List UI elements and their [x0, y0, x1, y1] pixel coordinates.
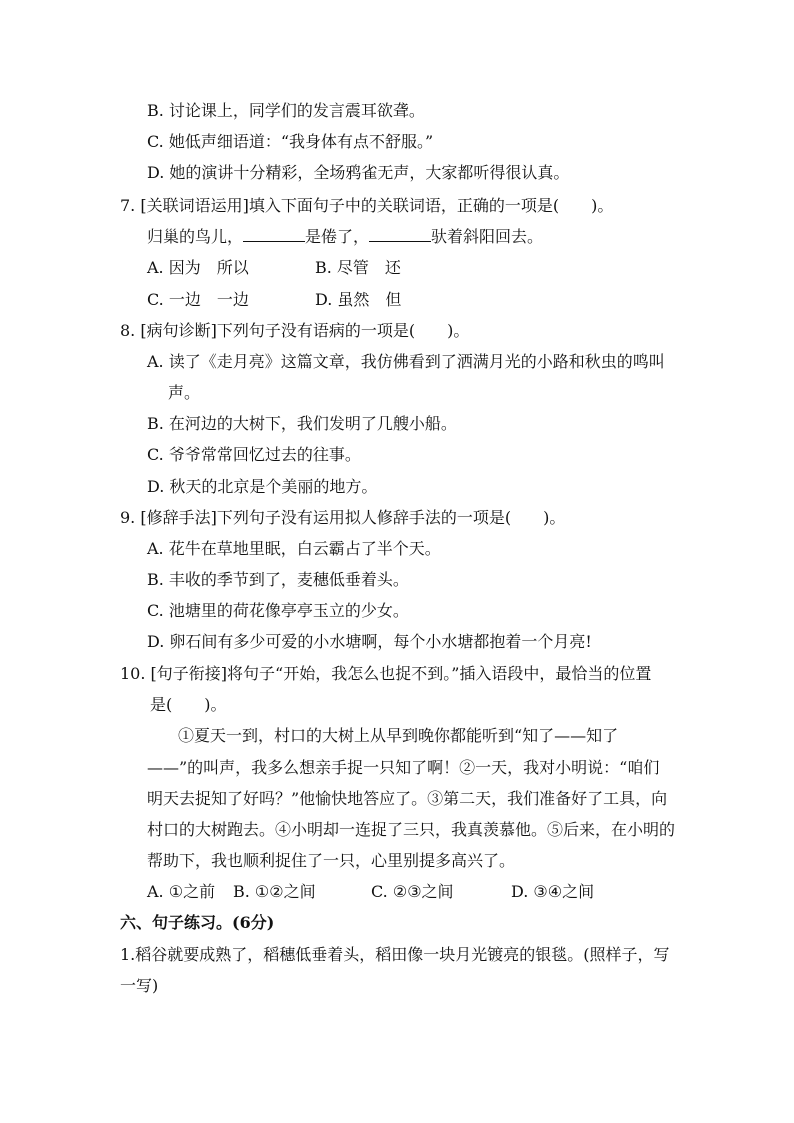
- q9-option-c: C. 池塘里的荷花像亭亭玉立的少女。: [147, 601, 409, 620]
- q10-passage-line1: ①夏天一到，村口的大树上从早到晚你都能听到“知了——知了: [178, 726, 619, 745]
- q7-sentence-part2: 是倦了，: [305, 227, 370, 246]
- q10-stem-line2: 是( )。: [150, 695, 227, 714]
- q8-option-c: C. 爷爷常常回忆过去的往事。: [147, 445, 361, 464]
- q8-option-a-line1: A. 读了《走月亮》这篇文章，我仿佛看到了洒满月光的小路和秋虫的鸣叫: [147, 352, 665, 371]
- q7-sentence-part3: 驮着斜阳回去。: [431, 227, 544, 246]
- q10-passage-line5: 帮助下，我也顺利捉住了一只，心里别提多高兴了。: [147, 851, 516, 870]
- q10-passage-line4: 村口的大树跑去。④小明却一连捉了三只，我真羡慕他。⑤后来，在小明的: [147, 820, 676, 839]
- q8-stem: 8. [病句诊断]下列句子没有语病的一项是( )。: [120, 321, 470, 340]
- q7-option-c: C. 一边 一边: [147, 290, 249, 309]
- q7-blank-2: [369, 227, 431, 242]
- q7-option-a: A. 因为 所以: [147, 258, 249, 277]
- section-6-heading: 六、句子练习。(6分): [120, 913, 275, 932]
- q8-option-a-line2: 声。: [168, 383, 201, 402]
- q9-option-b: B. 丰收的季节到了，麦穗低垂着头。: [147, 570, 409, 589]
- q6-option-b: B. 讨论课上，同学们的发言震耳欲聋。: [147, 101, 425, 120]
- q7-sentence: [147, 227, 543, 247]
- q8-option-b: B. 在河边的大树下，我们发明了几艘小船。: [147, 414, 457, 433]
- section-6-q1-line1: 1.稻谷就要成熟了，稻穗低垂着头，稻田像一块月光镀亮的银毯。(照样子，写: [120, 945, 670, 964]
- q10-option-a: A. ①之前: [147, 882, 216, 901]
- q10-stem-line1: 10. [句子衔接]将句子“开始，我怎么也捉不到。”插入语段中，最恰当的位置: [120, 664, 652, 683]
- q7-sentence-part1: 归巢的鸟儿，: [147, 227, 244, 246]
- q9-option-d: D. 卵石间有多少可爱的小水塘啊，每个小水塘都抱着一个月亮!: [147, 632, 592, 651]
- q6-option-d: D. 她的演讲十分精彩，全场鸦雀无声，大家都听得很认真。: [147, 163, 570, 182]
- section-6-q1-line2: 一写): [120, 976, 159, 995]
- q10-option-b: B. ①②之间: [233, 882, 316, 901]
- q9-stem: 9. [修辞手法]下列句子没有运用拟人修辞手法的一项是( )。: [120, 508, 566, 527]
- q8-option-d: D. 秋天的北京是个美丽的地方。: [147, 477, 378, 496]
- q6-option-c: C. 她低声细语道：“我身体有点不舒服。”: [147, 132, 434, 151]
- q7-stem: 7. [关联词语运用]填入下面句子中的关联词语，正确的一项是( )。: [120, 196, 614, 215]
- q9-option-a: A. 花牛在草地里眠，白云霸占了半个天。: [147, 539, 441, 558]
- q7-option-b: B. 尽管 还: [315, 258, 401, 277]
- q10-passage-line2: ——”的叫声，我多么想亲手捉一只知了啊！②一天，我对小明说：“咱们: [147, 758, 660, 777]
- q10-option-d: D. ③④之间: [511, 882, 595, 901]
- q7-option-d: D. 虽然 但: [315, 290, 402, 309]
- q10-option-c: C. ②③之间: [371, 882, 454, 901]
- q10-passage-line3: 明天去捉知了好吗？”他愉快地答应了。③第二天，我们准备好了工具，向: [147, 789, 668, 808]
- q7-blank-1: [243, 227, 305, 242]
